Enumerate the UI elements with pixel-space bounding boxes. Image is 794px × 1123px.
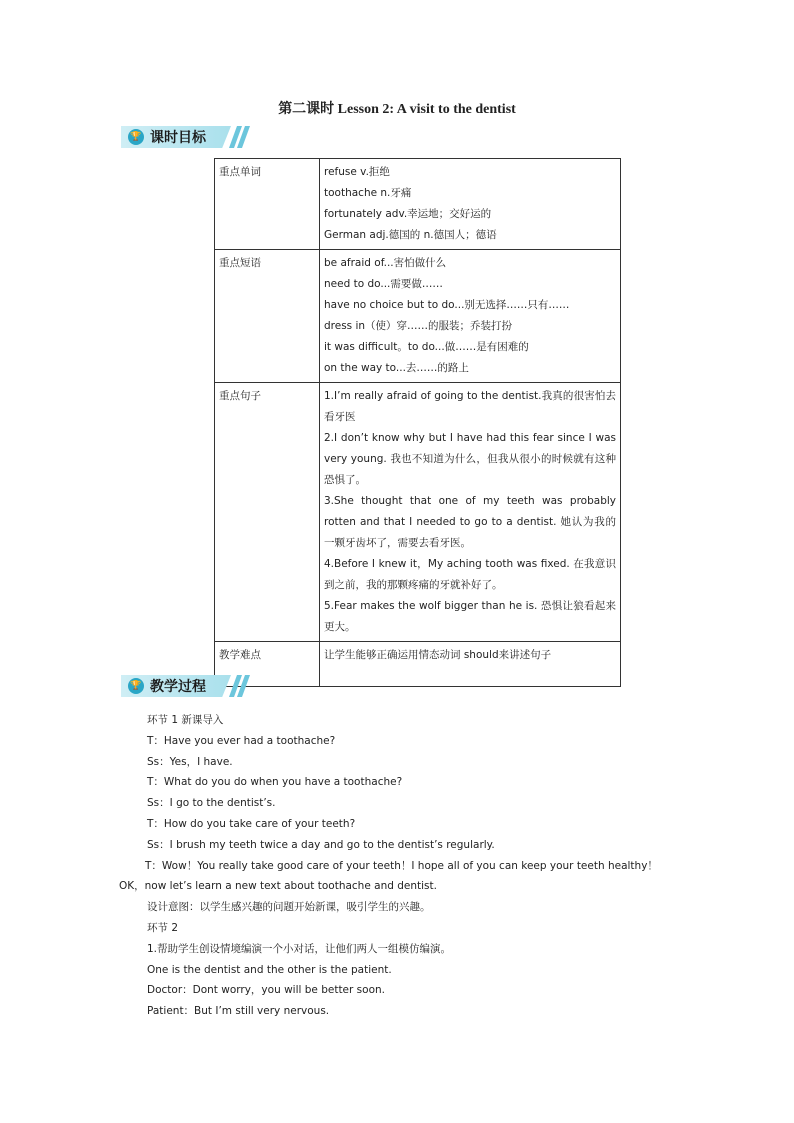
list-item: be afraid of...害怕做什么 xyxy=(324,257,447,269)
list-item: need to do...需要做…… xyxy=(324,278,443,290)
row-label: 重点句子 xyxy=(215,383,320,642)
list-item: it was difficult。to do...做……是有困难的 xyxy=(324,341,529,353)
list-item: 让学生能够正确运用情态动词 should来讲述句子 xyxy=(324,649,552,661)
list-item: 5.Fear makes the wolf bigger than he is. 恐惧让狼看起来更大。 xyxy=(324,600,616,633)
list-item: 3.She thought that one of my teeth was probably rotten and that I needed to go to a dentist. 她认为我的一颗牙齿坏了，需要去看牙医。 xyxy=(324,495,616,549)
instruction-line: 1.帮助学生创设情境编演一个小对话，让他们两人一组模仿编演。 xyxy=(147,942,452,955)
process-body xyxy=(121,710,661,1022)
instruction-line: One is the dentist and the other is the patient. xyxy=(147,963,392,976)
dialogue-line: T：How do you take care of your teeth? xyxy=(147,817,356,830)
design-intent: 设计意图：以学生感兴趣的问题开始新课，吸引学生的兴趣。 xyxy=(147,901,431,914)
table-row xyxy=(215,159,621,250)
list-item: refuse v.拒绝 xyxy=(324,166,390,178)
dialogue-line: Ss：I go to the dentist’s. xyxy=(147,797,276,810)
row-label: 重点单词 xyxy=(215,159,320,250)
dialogue-line: T：Wow！You really take good care of your teeth！I hope all of you can keep your teeth healthy！OK，now let’s learn a new text about toothache and dentist. xyxy=(119,859,658,893)
table-row xyxy=(215,250,621,383)
list-item: on the way to...去……的路上 xyxy=(324,362,469,374)
list-item: toothache n.牙痛 xyxy=(324,187,412,199)
section-banner-goals xyxy=(121,126,245,148)
step-heading: 环节 2 xyxy=(147,921,179,934)
trophy-icon: 🏆 xyxy=(128,678,144,694)
section-title-goals: 课时目标 xyxy=(150,130,206,146)
row-content xyxy=(320,159,621,250)
row-content xyxy=(320,642,621,687)
list-item: 2.I don’t know why but I have had this fear since I was very young. 我也不知道为什么，但我从很小的时候就有这种恐惧了。 xyxy=(324,432,616,486)
section-title-process: 教学过程 xyxy=(150,679,206,695)
row-content xyxy=(320,250,621,383)
trophy-icon: 🏆 xyxy=(128,129,144,145)
list-item: 1.I’m really afraid of going to the dentist.我真的很害怕去看牙医 xyxy=(324,390,616,423)
dialogue-line: Doctor：Dont worry，you will be better soon. xyxy=(147,984,385,997)
row-label: 教学难点 xyxy=(215,642,320,687)
list-item: fortunately adv.幸运地；交好运的 xyxy=(324,208,492,220)
goals-table xyxy=(214,158,621,687)
row-content xyxy=(320,383,621,642)
row-label: 重点短语 xyxy=(215,250,320,383)
dialogue-line: T：Have you ever had a toothache? xyxy=(147,734,336,747)
table-row xyxy=(215,642,621,687)
dialogue-line: Ss：Yes，I have. xyxy=(147,755,233,768)
dialogue-line: T：What do you do when you have a toothache? xyxy=(147,776,403,789)
list-item: have no choice but to do...别无选择……只有…… xyxy=(324,299,570,311)
list-item: 4.Before I knew it，My aching tooth was fixed. 在我意识到之前，我的那颗疼痛的牙就补好了。 xyxy=(324,558,616,591)
step-heading: 环节 1 新课导入 xyxy=(147,714,224,726)
dialogue-line: Ss：I brush my teeth twice a day and go to the dentist’s regularly. xyxy=(147,838,495,851)
list-item: German adj.德国的 n.德国人；德语 xyxy=(324,229,497,241)
list-item: dress in（使）穿……的服装；乔装打扮 xyxy=(324,320,513,332)
section-banner-process xyxy=(121,675,245,697)
page-title: 第二课时 Lesson 2: A visit to the dentist xyxy=(278,102,516,117)
table-row xyxy=(215,383,621,642)
dialogue-line: Patient：But I’m still very nervous. xyxy=(147,1005,330,1018)
